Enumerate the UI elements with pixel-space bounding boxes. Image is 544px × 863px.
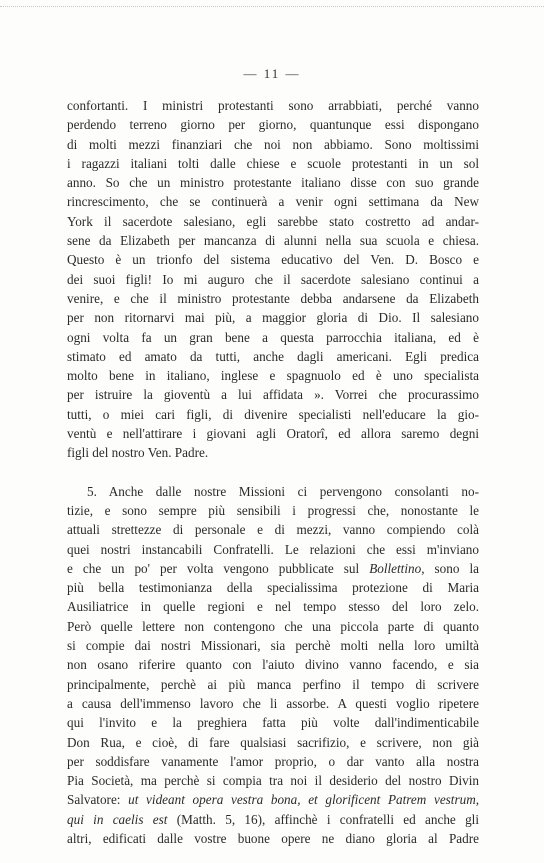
text-line: Don Rua, e cioè, di fare qualsiasi sacrifizio, e scrivere, non già — [67, 734, 479, 750]
text-line: perdendo terreno giorno per giorno, quantunque essi dispongano — [67, 117, 479, 133]
text-line: molto bene in italiano, inglese e spagnuolo ed è uno specialista — [67, 368, 479, 384]
text-line: anno. So che un ministro protestante italiano disse con suo grande — [67, 175, 479, 191]
text-line: stimato ed amato da tutti, anche dagli americani. Egli predica — [67, 348, 479, 364]
text-line: attuali strettezze di personale e di mezzi, vanno compiendo colà — [67, 522, 479, 538]
paragraph-1 — [67, 96, 479, 463]
text-line: per non ritornarvi mai più, a maggior gloria di Dio. Il salesiano — [67, 310, 479, 326]
text-line: rincrescimento, che se continuerà a venir ogni settimana da New — [67, 194, 479, 210]
text-line: Però quelle lettere non contengono che una piccola parte di quanto — [67, 618, 479, 634]
paragraph-2 — [67, 482, 479, 849]
text-line: tizie, e sono sempre più sensibili i progressi che, nonostante le — [67, 502, 479, 518]
text-line: ventù e nell'attirare i giovani agli Oratorî, ed allora saremo degni — [67, 426, 479, 442]
text-line: principalmente, perchè ai più manca perfino il tempo di scrivere — [67, 676, 479, 692]
text-line: 5. Anche dalle nostre Missioni ci pervengono consolanti no- — [87, 483, 479, 499]
text-segment: , sono la — [421, 560, 480, 576]
text-line: Pia Società, ma perchè si compia tra noi il desiderio del nostro Divin — [67, 773, 479, 789]
text-line: si compie dai nostri Missionari, sia perchè molti nella loro umiltà — [67, 638, 479, 654]
text-line-with-italic — [67, 559, 479, 578]
text-line: per istruire la gioventù a lui affidata ». Vorrei che procurassimo — [67, 387, 479, 403]
text-line: per soddisfare vanamente l'amor proprio, o dar vanto alla nostra — [67, 753, 479, 769]
scan-edge-line — [0, 6, 544, 7]
italic-quote: ut videant opera vestra bona, et glorificent Patrem vestrum, — [128, 792, 480, 808]
body-text — [67, 96, 479, 848]
text-line-with-italic — [67, 810, 479, 829]
page-number: — 11 — — [243, 66, 301, 81]
text-line: i ragazzi italiani tolti dalle chiese e scuole protestanti in un sol — [67, 155, 479, 171]
text-line: confortanti. I ministri protestanti sono arrabbiati, perché vanno — [67, 98, 479, 113]
text-line: quei nostri instancabili Confratelli. Le relazioni che essi m'inviano — [67, 541, 479, 557]
italic-quote: qui in caelis est — [67, 811, 168, 827]
text-line: Questo è un trionfo del sistema educativo del Ven. D. Bosco e — [67, 252, 479, 268]
text-line: Ausiliatrice in quelle regioni e nel tempo stesso del loro zelo. — [67, 599, 479, 615]
text-line-with-italic — [67, 790, 479, 809]
text-line: venire, e che il ministro protestante debba andarsene da Elizabeth — [67, 290, 479, 306]
text-segment: Salvatore: — [67, 792, 121, 808]
text-line: ogni volta fa un gran bene a questa parrocchia italiana, ed è — [67, 329, 479, 345]
text-line: York il sacerdote salesiano, egli sarebbe stato costretto ad andar- — [67, 213, 479, 229]
italic-title: Bollettino — [369, 560, 422, 576]
text-line: altri, edificati dalle vostre buone opere ne diano gloria al Padre — [67, 830, 479, 846]
text-line: tutti, o miei cari figli, di divenire specialisti nell'educare la gio- — [67, 406, 479, 422]
text-segment: e che un po' per volta vengono pubblicate sul — [67, 560, 360, 576]
paragraph-spacer — [67, 463, 479, 482]
text-line: più bella testimonianza della specialissima protezione di Maria — [67, 580, 479, 596]
text-line: dei suoi figli! Io mi auguro che il sacerdote salesiano continui a — [67, 271, 479, 287]
text-line: sene da Elizabeth per mancanza di alunni nella sua scuola e chiesa. — [67, 233, 479, 249]
text-line: figli del nostro Ven. Padre. — [67, 445, 209, 461]
text-segment: (Matth. 5, 16), affinchè i confratelli ed anche gli — [176, 811, 479, 827]
text-line: qui l'invito e la preghiera fatta più volte dall'indimenticabile — [67, 715, 479, 731]
text-line: non osano riferire quanto con l'aiuto divino vanno facendo, e sia — [67, 657, 479, 673]
text-line: di molti mezzi finanziari che noi non abbiamo. Sono moltissimi — [67, 136, 479, 152]
text-line: a causa dell'immenso lavoro che li assorbe. A questi voglio ripetere — [67, 695, 479, 711]
